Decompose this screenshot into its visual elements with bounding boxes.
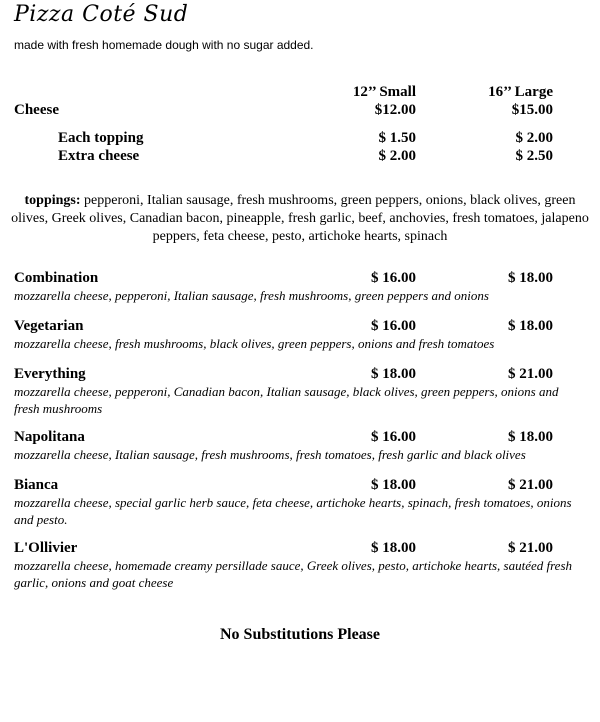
specialty-price-small-vegetarian: $ 16.00 bbox=[371, 318, 416, 334]
specialty-price-large-vegetarian: $ 18.00 bbox=[508, 318, 553, 334]
specialty-name-lollivier: L'Ollivier bbox=[14, 540, 78, 556]
specialty-price-large-everything: $ 21.00 bbox=[508, 366, 553, 382]
specialty-price-large-lollivier: $ 21.00 bbox=[508, 540, 553, 556]
specialty-price-small-everything: $ 18.00 bbox=[371, 366, 416, 382]
extra-topping-price-large: $ 2.00 bbox=[515, 130, 553, 146]
toppings-label: toppings: bbox=[24, 193, 81, 208]
specialty-desc-napolitana: mozzarella cheese, Italian sausage, fresh mushrooms, fresh tomatoes, fresh garlic and black olives bbox=[14, 447, 526, 462]
specialty-price-small-combination: $ 16.00 bbox=[371, 270, 416, 286]
toppings-list bbox=[0, 192, 600, 246]
cheese-price-large: $15.00 bbox=[511, 102, 553, 118]
size-header-large: 16’’ Large bbox=[488, 84, 553, 100]
specialty-name-combination: Combination bbox=[14, 270, 99, 286]
specialty-name-napolitana: Napolitana bbox=[14, 429, 85, 445]
specialty-price-large-bianca: $ 21.00 bbox=[508, 477, 553, 493]
specialty-price-small-lollivier: $ 18.00 bbox=[371, 540, 416, 556]
toppings-text: pepperoni, Italian sausage, fresh mushrooms, green peppers, onions, black olives, green olives, Greek olives, Canadian bacon, pineapple, fresh garlic, beef, anchovies, fresh tomatoes, jalapeno peppers, feta cheese, pesto, artichoke hearts, spinach bbox=[11, 193, 589, 244]
extra-cheese-price-small: $ 2.00 bbox=[378, 148, 416, 164]
extra-cheese-label: Extra cheese bbox=[58, 148, 140, 164]
restaurant-title: Pizza Coté Sud bbox=[14, 2, 189, 27]
specialty-name-vegetarian: Vegetarian bbox=[14, 318, 84, 334]
size-header-small: 12’’ Small bbox=[352, 84, 416, 100]
specialty-desc-lollivier: mozzarella cheese, homemade creamy persillade sauce, Greek olives, pesto, artichoke hearts, sautéed fresh garlic, onions and goat cheese bbox=[14, 558, 573, 590]
specialty-desc-vegetarian: mozzarella cheese, fresh mushrooms, black olives, green peppers, onions and fresh tomatoes bbox=[14, 336, 495, 351]
cheese-name: Cheese bbox=[14, 102, 59, 118]
extra-cheese-price-large: $ 2.50 bbox=[515, 148, 553, 164]
no-substitutions-note: No Substitutions Please bbox=[219, 626, 381, 643]
specialty-desc-bianca: mozzarella cheese, special garlic herb sauce, feta cheese, artichoke hearts, spinach, fresh tomatoes, onions and pesto. bbox=[14, 495, 572, 527]
specialty-desc-everything: mozzarella cheese, pepperoni, Canadian bacon, Italian sausage, black olives, green peppers, onions and fresh mushrooms bbox=[14, 384, 559, 416]
specialty-price-large-napolitana: $ 18.00 bbox=[508, 429, 553, 445]
extra-topping-price-small: $ 1.50 bbox=[378, 130, 416, 146]
specialty-price-small-napolitana: $ 16.00 bbox=[371, 429, 416, 445]
extra-topping-label: Each topping bbox=[58, 130, 144, 146]
menu-subtitle: made with fresh homemade dough with no sugar added. bbox=[14, 38, 314, 52]
specialty-desc-combination: mozzarella cheese, pepperoni, Italian sausage, fresh mushrooms, green peppers and onions bbox=[14, 288, 489, 303]
specialty-price-large-combination: $ 18.00 bbox=[508, 270, 553, 286]
specialty-price-small-bianca: $ 18.00 bbox=[371, 477, 416, 493]
specialty-name-everything: Everything bbox=[14, 366, 86, 382]
specialty-name-bianca: Bianca bbox=[14, 477, 59, 493]
cheese-price-small: $12.00 bbox=[374, 102, 416, 118]
